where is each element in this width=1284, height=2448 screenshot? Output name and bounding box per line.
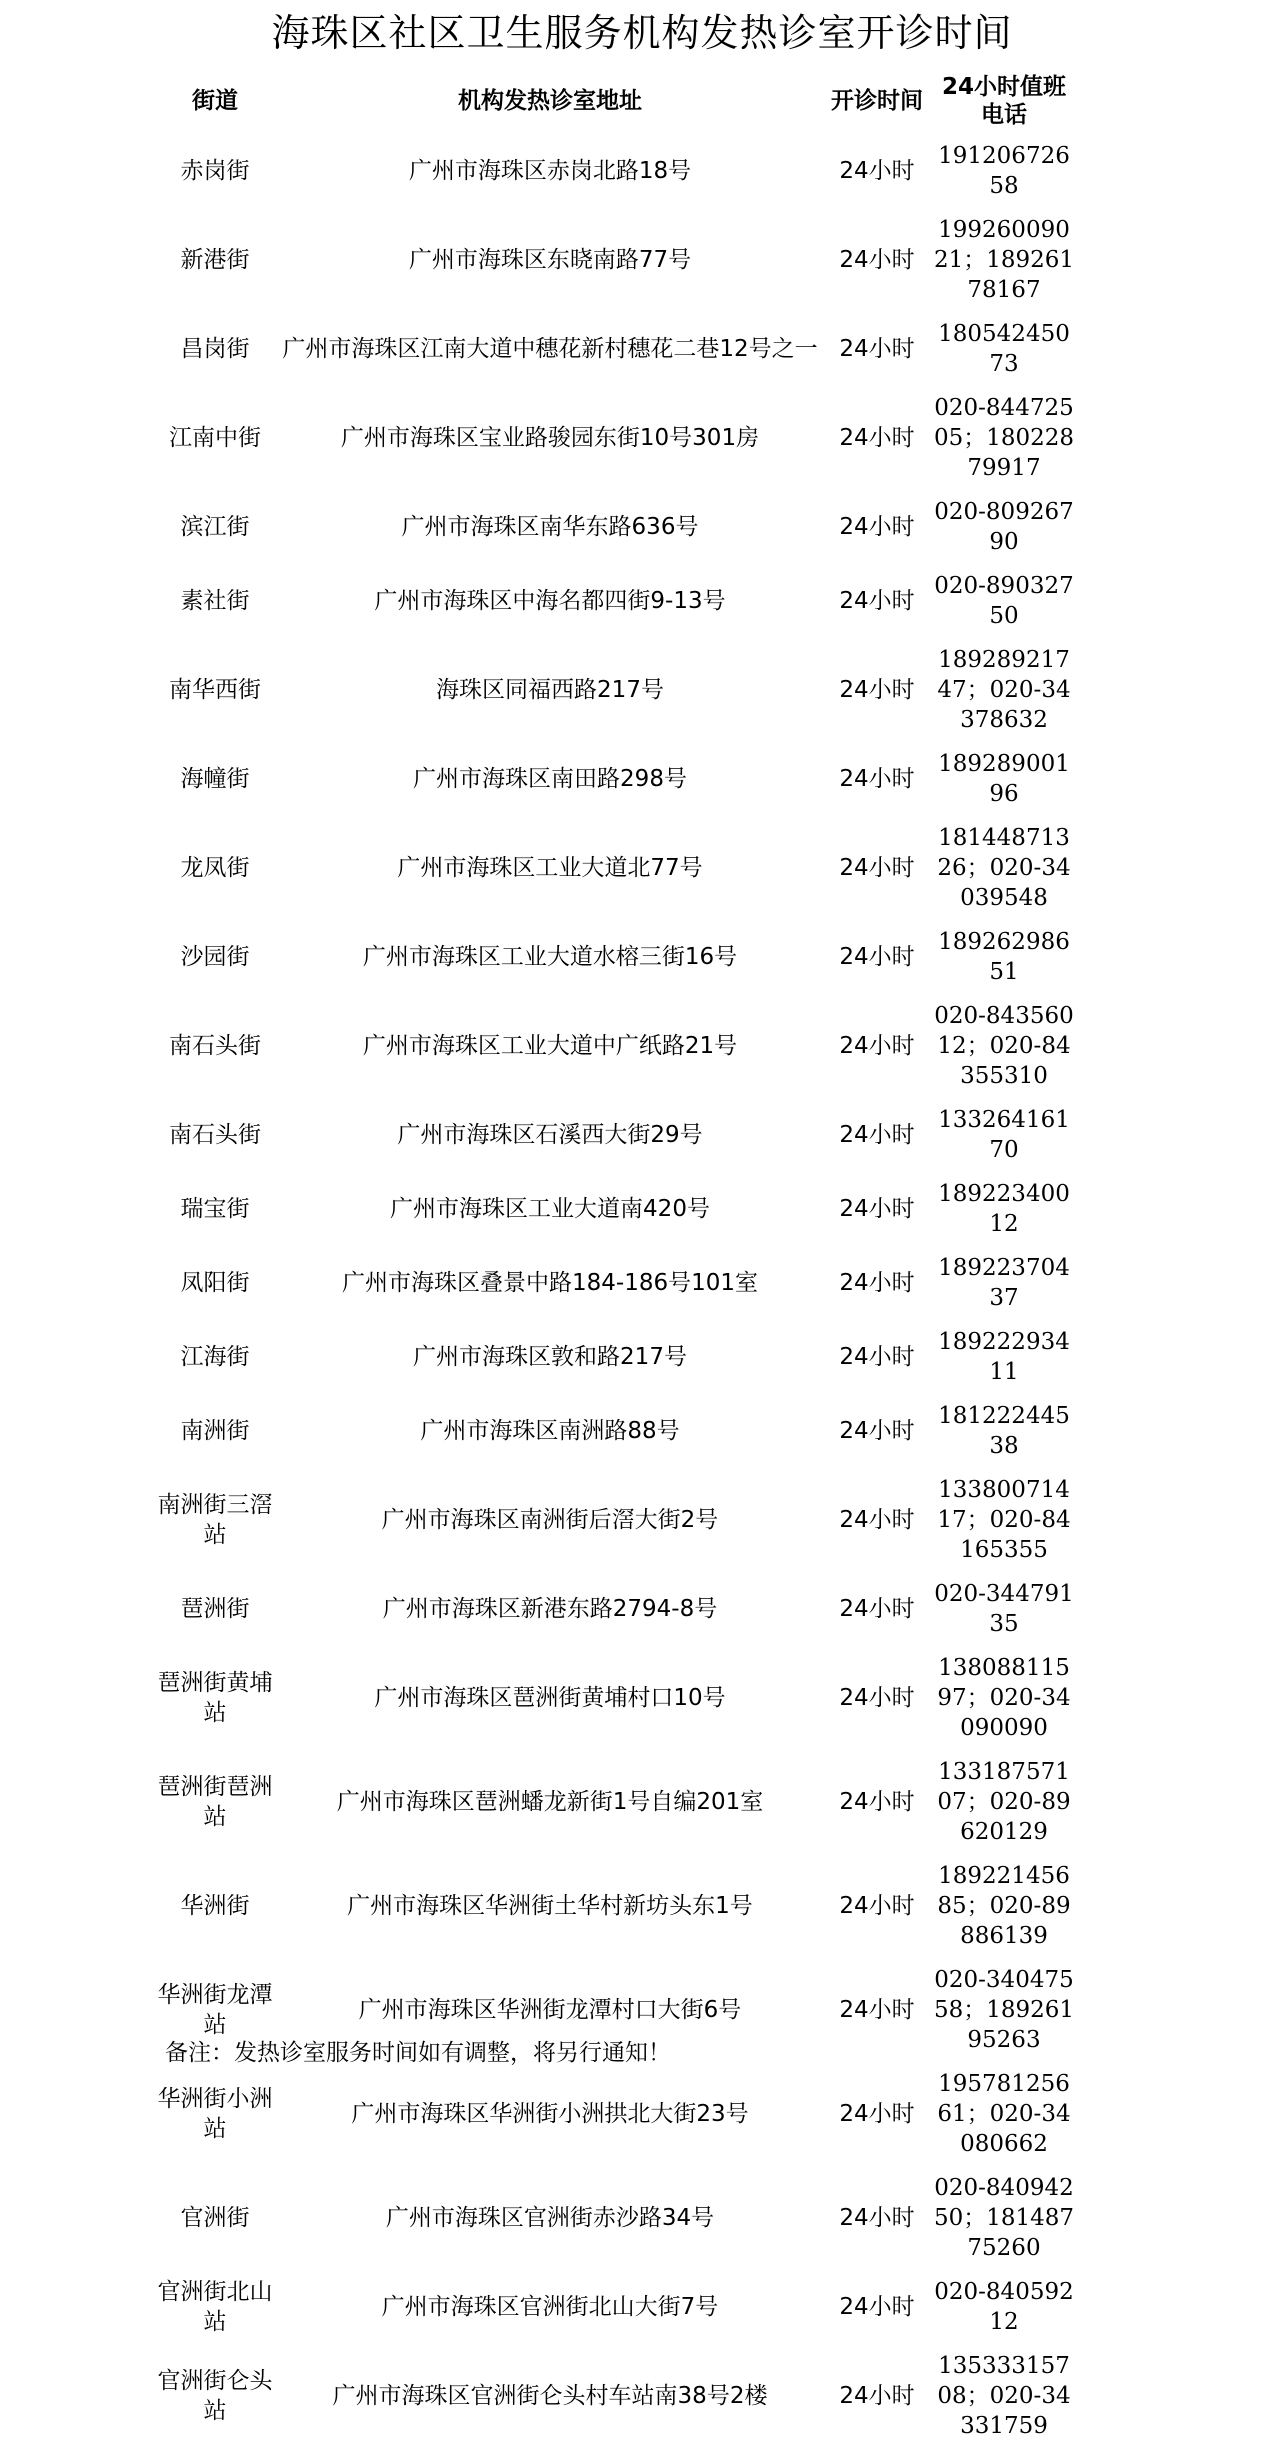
clinic-table (155, 68, 1079, 2448)
address-cell: 广州市海珠区工业大道北77号 (397, 855, 703, 881)
address-cell: 广州市海珠区叠景中路184-186号101室 (342, 1270, 758, 1296)
street-cell: 海幢街 (180, 766, 250, 792)
street-cell: 南石头街 (169, 1122, 261, 1148)
table-row (155, 1320, 1079, 1394)
hours-cell: 24小时 (839, 247, 915, 273)
hours-cell: 24小时 (839, 1270, 915, 1296)
phone-cell: 020-84472505；18022879917 (933, 395, 1075, 481)
address-cell: 广州市海珠区南华东路636号 (401, 514, 699, 540)
hours-cell: 24小时 (839, 1596, 915, 1622)
phone-cell: 020-84094250；18148775260 (933, 2175, 1075, 2261)
phone-cell: 18922145685；020-89886139 (937, 1863, 1071, 1949)
address-cell: 广州市海珠区南洲路88号 (420, 1418, 680, 1444)
address-cell: 广州市海珠区华洲街龙潭村口大街6号 (358, 1997, 742, 2023)
table-body (155, 134, 1079, 2448)
table-row (155, 2062, 1079, 2166)
phone-cell: 18922370437 (938, 1255, 1070, 1311)
phone-cell: 13808811597；020-34090090 (937, 1655, 1071, 1741)
hours-cell: 24小时 (839, 1344, 915, 1370)
header-address: 机构发热诊室地址 (458, 88, 642, 114)
street-cell: 新港街 (180, 247, 250, 273)
street-cell: 素社街 (180, 588, 250, 614)
street-cell: 昌岗街 (180, 336, 250, 362)
table-row (155, 994, 1079, 1098)
table-row (155, 816, 1079, 920)
hours-cell: 24小时 (839, 766, 915, 792)
address-cell: 广州市海珠区华洲街土华村新坊头东1号 (347, 1893, 753, 1919)
hours-cell: 24小时 (839, 855, 915, 881)
address-cell: 广州市海珠区南洲街后滘大街2号 (381, 1507, 719, 1533)
hours-cell: 24小时 (839, 1418, 915, 1444)
street-cell: 南石头街 (169, 1033, 261, 1059)
street-cell: 江南中街 (169, 425, 261, 451)
phone-cell: 13318757107；020-89620129 (937, 1759, 1071, 1845)
phone-cell: 18054245073 (938, 321, 1070, 377)
hours-cell: 24小时 (839, 1789, 915, 1815)
address-cell: 广州市海珠区宝业路骏园东街10号301房 (340, 425, 760, 451)
phone-cell: 13533315708；020-34331759 (937, 2353, 1071, 2439)
hours-cell: 24小时 (839, 677, 915, 703)
address-cell: 广州市海珠区新港东路2794-8号 (382, 1596, 718, 1622)
street-cell: 官洲街 (180, 2205, 250, 2231)
street-cell: 龙凤街 (180, 855, 250, 881)
street-cell: 江海街 (180, 1344, 250, 1370)
table-row (155, 920, 1079, 994)
hours-cell: 24小时 (839, 1507, 915, 1533)
hours-cell: 24小时 (839, 2383, 915, 2409)
address-cell: 广州市海珠区官洲街赤沙路34号 (385, 2205, 715, 2231)
table-row (155, 1098, 1079, 1172)
footnote: 备注：发热诊室服务时间如有调整，将另行通知！ (165, 2040, 671, 2066)
street-cell: 琶洲街黄埔站 (157, 1670, 273, 1726)
street-cell: 赤岗街 (180, 158, 250, 184)
phone-cell: 19926009021；18926178167 (933, 217, 1075, 303)
street-cell: 华洲街小洲站 (157, 2086, 273, 2142)
hours-cell: 24小时 (839, 2205, 915, 2231)
address-cell: 广州市海珠区官洲街北山大街7号 (381, 2294, 719, 2320)
address-cell: 广州市海珠区琶洲蟠龙新街1号自编201室 (336, 1789, 764, 1815)
street-cell: 南洲街三滘站 (157, 1492, 273, 1548)
header-phone: 24小时值班电话 (941, 74, 1066, 128)
address-cell: 广州市海珠区东晓南路77号 (408, 247, 692, 273)
table-row (155, 742, 1079, 816)
phone-cell: 020-34047558；18926195263 (933, 1967, 1075, 2053)
header-street: 街道 (192, 88, 238, 114)
table-row (155, 312, 1079, 386)
table-row (155, 1394, 1079, 1468)
street-cell: 沙园街 (180, 944, 250, 970)
phone-cell: 19578125661；020-34080662 (937, 2071, 1071, 2157)
phone-cell: 18926298651 (938, 929, 1070, 985)
phone-cell: 020-84059212 (934, 2279, 1074, 2335)
address-cell: 广州市海珠区琶洲街黄埔村口10号 (374, 1685, 726, 1711)
address-cell: 广州市海珠区石溪西大街29号 (397, 1122, 703, 1148)
address-cell: 广州市海珠区工业大道南420号 (390, 1196, 710, 1222)
hours-cell: 24小时 (839, 2294, 915, 2320)
page-title: 海珠区社区卫生服务机构发热诊室开诊时间 (271, 11, 1013, 55)
hours-cell: 24小时 (839, 158, 915, 184)
table-row (155, 1172, 1079, 1246)
address-cell: 广州市海珠区江南大道中穗花新村穗花二巷12号之一 (282, 336, 818, 362)
phone-cell: 18144871326；020-34039548 (937, 825, 1071, 911)
address-cell: 广州市海珠区华洲街小洲拱北大街23号 (351, 2101, 749, 2127)
hours-cell: 24小时 (839, 1997, 915, 2023)
street-cell: 南华西街 (169, 677, 261, 703)
address-cell: 广州市海珠区工业大道水榕三街16号 (362, 944, 738, 970)
street-cell: 官洲街仑头站 (157, 2368, 273, 2424)
hours-cell: 24小时 (839, 2101, 915, 2127)
table-row (155, 134, 1079, 208)
hours-cell: 24小时 (839, 514, 915, 540)
phone-cell: 19120672658 (938, 143, 1070, 199)
table-row (155, 638, 1079, 742)
table-row (155, 2270, 1079, 2344)
table-row (155, 490, 1079, 564)
table-row (155, 1572, 1079, 1646)
phone-cell: 18922293411 (938, 1329, 1070, 1385)
header-hours: 开诊时间 (831, 88, 923, 114)
hours-cell: 24小时 (839, 1196, 915, 1222)
table-row (155, 2166, 1079, 2270)
street-cell: 瑞宝街 (180, 1196, 250, 1222)
phone-cell: 18922340012 (938, 1181, 1070, 1237)
address-cell: 广州市海珠区敦和路217号 (413, 1344, 687, 1370)
phone-cell: 18928900196 (938, 751, 1070, 807)
address-cell: 广州市海珠区工业大道中广纸路21号 (362, 1033, 738, 1059)
street-cell: 琶洲街琶洲站 (157, 1774, 273, 1830)
phone-cell: 020-84356012；020-84355310 (934, 1003, 1074, 1089)
address-cell: 广州市海珠区中海名都四街9-13号 (374, 588, 726, 614)
address-cell: 广州市海珠区南田路298号 (413, 766, 687, 792)
hours-cell: 24小时 (839, 1122, 915, 1148)
phone-cell: 020-80926790 (934, 499, 1074, 555)
street-cell: 华洲街 (180, 1893, 250, 1919)
street-cell: 滨江街 (180, 514, 250, 540)
hours-cell: 24小时 (839, 944, 915, 970)
table-row (155, 564, 1079, 638)
table-row (155, 1468, 1079, 1572)
table-row (155, 1246, 1079, 1320)
phone-cell: 18928921747；020-34378632 (937, 647, 1071, 733)
phone-cell: 13326416170 (938, 1107, 1070, 1163)
hours-cell: 24小时 (839, 1033, 915, 1059)
phone-cell: 13380071417；020-84165355 (937, 1477, 1071, 1563)
street-cell: 南洲街 (180, 1418, 250, 1444)
table-row (155, 1646, 1079, 1750)
phone-cell: 020-89032750 (934, 573, 1074, 629)
hours-cell: 24小时 (839, 425, 915, 451)
street-cell: 琶洲街 (180, 1596, 250, 1622)
street-cell: 华洲街龙潭站 (157, 1982, 273, 2038)
table-row (155, 1750, 1079, 1854)
table-header-row (155, 68, 1079, 134)
hours-cell: 24小时 (839, 336, 915, 362)
address-cell: 广州市海珠区赤岗北路18号 (408, 158, 692, 184)
address-cell: 海珠区同福西路217号 (436, 677, 664, 703)
phone-cell: 020-34479135 (934, 1581, 1074, 1637)
table-row (155, 386, 1079, 490)
address-cell: 广州市海珠区官洲街仑头村车站南38号2楼 (332, 2383, 768, 2409)
table-row (155, 208, 1079, 312)
street-cell: 凤阳街 (180, 1270, 250, 1296)
hours-cell: 24小时 (839, 588, 915, 614)
phone-cell: 18122244538 (938, 1403, 1070, 1459)
hours-cell: 24小时 (839, 1893, 915, 1919)
table-row (155, 1854, 1079, 1958)
street-cell: 官洲街北山站 (157, 2279, 273, 2335)
table-row (155, 2344, 1079, 2448)
hours-cell: 24小时 (839, 1685, 915, 1711)
